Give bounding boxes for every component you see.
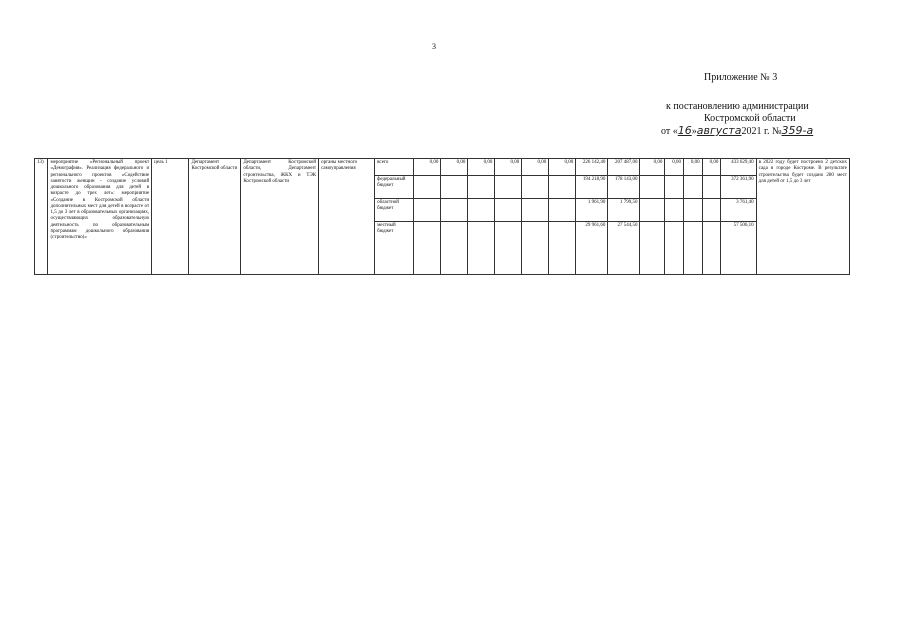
- measure-description: мероприятие «Региональный проект «Демография». Реализация федерального и регионального проектов «Содействие занятости женщин - создание условий дошкольного образования для детей в возрасте до трех лет»: мероприятие «Создание в Костромской области дополнительных мест для детей в возрасте от 1,5 до 3 лет в образовательных организациях, осуществляющих образовательную деятельность по образовательным программам дошкольного образования (строительство)»: [48, 159, 152, 275]
- region-name: Костромской области: [704, 113, 796, 124]
- value-cell: 0,00: [468, 159, 495, 176]
- value-cell: 29 961,60: [576, 222, 608, 275]
- value-cell: [468, 176, 495, 199]
- value-cell: 0,00: [522, 159, 549, 176]
- value-cell: 0,00: [665, 159, 684, 176]
- result-cell: в 2022 году будет построено 2 детских сада в городе Костроме. В результате строительства будет создано 280 мест для детей от 1,5 до 3 лет: [756, 159, 849, 275]
- value-cell: 0,00: [414, 159, 441, 176]
- value-cell: [702, 176, 721, 199]
- value-cell: [468, 222, 495, 275]
- value-cell: [522, 199, 549, 222]
- value-cell: [665, 222, 684, 275]
- source-name: областной бюджет: [375, 199, 414, 222]
- date-year: 2021 г. №: [741, 126, 782, 137]
- doc-number: 359-а: [781, 124, 814, 137]
- value-cell: [414, 176, 441, 199]
- value-cell: [665, 176, 684, 199]
- value-cell: 0,00: [441, 159, 468, 176]
- value-cell: 27 544,50: [608, 222, 640, 275]
- value-cell: [414, 199, 441, 222]
- value-cell: [549, 222, 576, 275]
- value-cell: 1 961,90: [576, 199, 608, 222]
- row-index: 13): [35, 159, 48, 275]
- value-cell: 0,00: [684, 159, 703, 176]
- total-cell: 3 761,40: [721, 199, 756, 222]
- value-cell: [441, 222, 468, 275]
- decree-reference: к постановлению администрации: [666, 101, 809, 112]
- value-cell: 194 218,90: [576, 176, 608, 199]
- value-cell: 0,00: [549, 159, 576, 176]
- value-cell: 0,00: [640, 159, 665, 176]
- value-cell: [468, 199, 495, 222]
- value-cell: [684, 199, 703, 222]
- source-name: федеральный бюджет: [375, 176, 414, 199]
- value-cell: 178 143,00: [608, 176, 640, 199]
- value-cell: [640, 176, 665, 199]
- total-cell: 57 506,10: [721, 222, 756, 275]
- total-cell: 372 361,90: [721, 176, 756, 199]
- value-cell: [441, 176, 468, 199]
- value-cell: 226 142,40: [576, 159, 608, 176]
- value-cell: [702, 222, 721, 275]
- value-cell: [665, 199, 684, 222]
- value-cell: [495, 222, 522, 275]
- value-cell: [495, 176, 522, 199]
- local-bodies-cell: органы местного самоуправления: [319, 159, 375, 275]
- value-cell: [640, 222, 665, 275]
- executors-cell: Департамент Костромской области, Департамент строительства, ЖКХ и ТЭК Костромской области: [241, 159, 319, 275]
- source-name: всего: [375, 159, 414, 176]
- appendix-title: Приложение № 3: [704, 72, 778, 83]
- date-mid: »: [691, 126, 697, 137]
- value-cell: [684, 176, 703, 199]
- source-name: местный бюджет: [375, 222, 414, 275]
- date-prefix: от «: [661, 126, 678, 137]
- value-cell: [549, 176, 576, 199]
- date-day: 16: [677, 124, 692, 137]
- decree-date-line: [661, 124, 813, 137]
- value-cell: 0,00: [702, 159, 721, 176]
- page-number: 3: [432, 42, 436, 51]
- value-cell: [522, 176, 549, 199]
- value-cell: [684, 222, 703, 275]
- value-cell: [414, 222, 441, 275]
- value-cell: [640, 199, 665, 222]
- date-month: августа: [696, 124, 742, 137]
- value-cell: [441, 199, 468, 222]
- value-cell: [522, 222, 549, 275]
- value-cell: 207 487,00: [608, 159, 640, 176]
- program-table: [34, 158, 850, 275]
- total-cell: 433 629,40: [721, 159, 756, 176]
- value-cell: [702, 199, 721, 222]
- value-cell: 1 799,50: [608, 199, 640, 222]
- value-cell: 0,00: [495, 159, 522, 176]
- value-cell: [549, 199, 576, 222]
- goal-cell: цель 1: [152, 159, 189, 275]
- value-cell: [495, 199, 522, 222]
- customer-cell: Департамент Костромской области: [189, 159, 241, 275]
- table-row: [35, 159, 850, 176]
